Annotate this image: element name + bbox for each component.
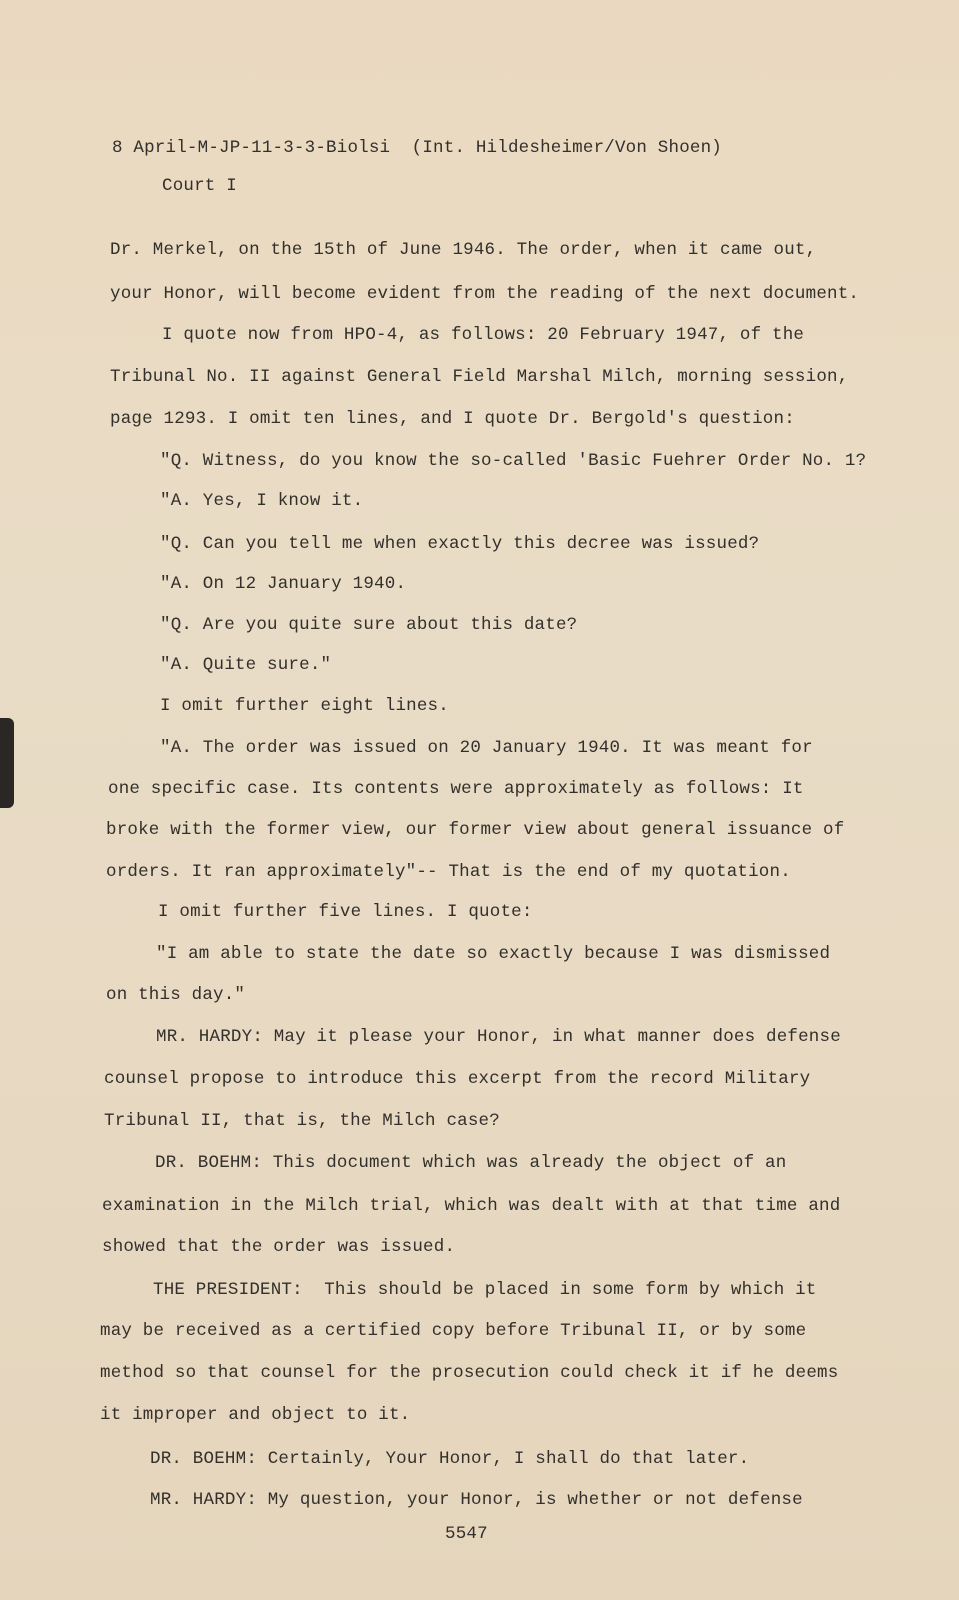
body-line: Tribunal No. II against General Field Marshal Milch, morning session, bbox=[110, 367, 849, 387]
body-line: one specific case. Its contents were approximately as follows: It bbox=[108, 779, 804, 799]
body-line: method so that counsel for the prosecution could check it if he deems bbox=[100, 1363, 839, 1383]
body-line: THE PRESIDENT: This should be placed in some form by which it bbox=[153, 1280, 817, 1300]
body-line: showed that the order was issued. bbox=[102, 1237, 456, 1257]
body-line: DR. BOEHM: Certainly, Your Honor, I shall do that later. bbox=[150, 1449, 750, 1469]
body-line: I omit further five lines. I quote: bbox=[158, 902, 533, 922]
body-line: Dr. Merkel, on the 15th of June 1946. The order, when it came out, bbox=[110, 240, 817, 260]
body-line: "A. Quite sure." bbox=[160, 655, 332, 675]
body-line: page 1293. I omit ten lines, and I quote Dr. Bergold's question: bbox=[110, 409, 795, 429]
page-number: 5547 bbox=[445, 1524, 488, 1544]
body-line: "Q. Witness, do you know the so-called 'Basic Fuehrer Order No. 1? bbox=[160, 451, 867, 471]
body-line: "I am able to state the date so exactly because I was dismissed bbox=[156, 944, 831, 964]
body-line: counsel propose to introduce this excerpt from the record Military bbox=[104, 1069, 811, 1089]
body-line: "A. On 12 January 1940. bbox=[160, 574, 407, 594]
body-line: broke with the former view, our former view about general issuance of bbox=[106, 820, 845, 840]
body-line: DR. BOEHM: This document which was already the object of an bbox=[155, 1153, 787, 1173]
body-line: it improper and object to it. bbox=[100, 1405, 411, 1425]
binding-edge bbox=[0, 718, 14, 808]
body-line: your Honor, will become evident from the reading of the next document. bbox=[110, 284, 860, 304]
court-label: Court I bbox=[162, 176, 237, 196]
body-line: MR. HARDY: My question, your Honor, is whether or not defense bbox=[150, 1490, 803, 1510]
body-line: I quote now from HPO-4, as follows: 20 February 1947, of the bbox=[162, 325, 805, 345]
body-line: I omit further eight lines. bbox=[160, 696, 449, 716]
body-line: "A. Yes, I know it. bbox=[160, 491, 364, 511]
body-line: orders. It ran approximately"-- That is the end of my quotation. bbox=[106, 862, 791, 882]
body-line: on this day." bbox=[106, 985, 246, 1005]
body-line: "Q. Are you quite sure about this date? bbox=[160, 615, 578, 635]
body-line: Tribunal II, that is, the Milch case? bbox=[104, 1111, 500, 1131]
body-line: MR. HARDY: May it please your Honor, in what manner does defense bbox=[156, 1027, 841, 1047]
body-line: examination in the Milch trial, which was dealt with at that time and bbox=[102, 1196, 841, 1216]
body-line: "A. The order was issued on 20 January 1940. It was meant for bbox=[160, 738, 813, 758]
body-line: "Q. Can you tell me when exactly this decree was issued? bbox=[160, 534, 760, 554]
header-line: 8 April-M-JP-11-3-3-Biolsi (Int. Hildesheimer/Von Shoen) bbox=[112, 138, 722, 158]
body-line: may be received as a certified copy before Tribunal II, or by some bbox=[100, 1321, 807, 1341]
